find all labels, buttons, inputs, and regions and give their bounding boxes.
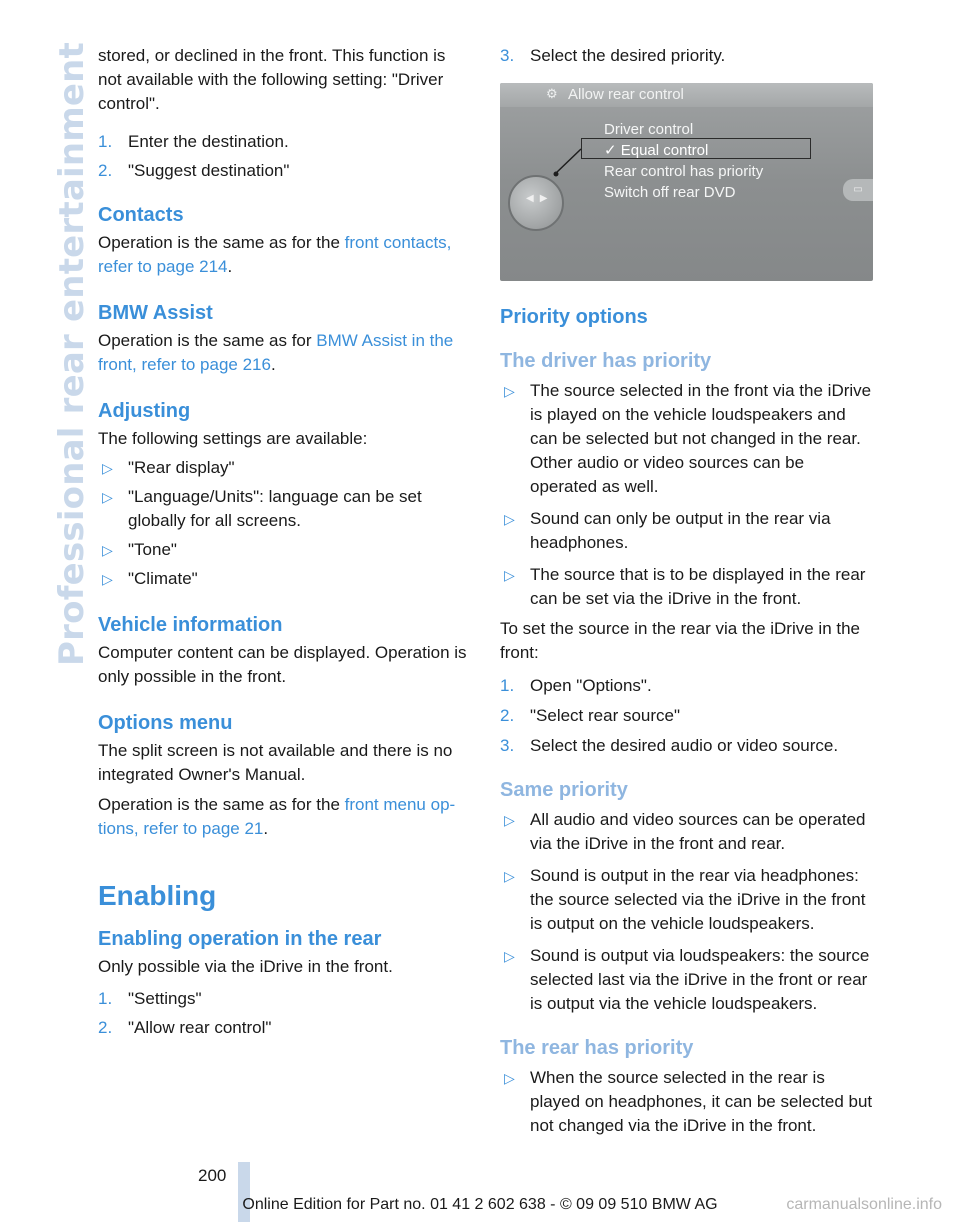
front-menu-options-link[interactable]: front menu options, refer to page 21 xyxy=(98,795,456,838)
step-item: 1. Open "Options". xyxy=(500,676,652,695)
list-item: ▷ When the source selected in the rear is played on headphones, it can be selected but not changed via the iDrive in the front. xyxy=(504,1068,873,1135)
rear-priority-heading: The rear has priority xyxy=(500,1037,694,1059)
step-item: 1. "Settings" xyxy=(98,989,202,1008)
step-item: 3. Select the desired priority. xyxy=(500,46,726,65)
menu-item-equal-control: ✓ Equal control xyxy=(604,142,709,159)
vehicle-information-paragraph: Computer content can be displayed. Operation is only possible in the front. xyxy=(98,643,467,686)
source-setting-paragraph: To set the source in the rear via the iDrive in the front: xyxy=(500,619,861,662)
adjusting-heading: Adjusting xyxy=(98,400,191,422)
list-item: ▷ Sound is output in the rear via headphones: the source selected via the iDrive in the front is output on the vehicle loudspeakers. xyxy=(504,866,866,933)
priority-options-heading: Priority options xyxy=(500,306,648,328)
bmw-assist-paragraph: Operation is the same as for BMW Assist in the front, refer to page 216. xyxy=(98,331,454,374)
options-menu-heading: Options menu xyxy=(98,712,233,734)
menu-item-switch-off-dvd: Switch off rear DVD xyxy=(604,184,736,201)
list-item: ▷ The source selected in the front via the iDrive is played on the vehicle loudspeakers and can be selected but not changed in the rear. Other audio or video sources can be operated as well. xyxy=(504,381,872,496)
step-item: 2. "Suggest destination" xyxy=(98,161,290,180)
list-item: ▷ All audio and video sources can be operated via the iDrive in the front and rear. xyxy=(504,810,866,853)
same-priority-heading: Same priority xyxy=(500,779,628,801)
step-item: 1. Enter the destination. xyxy=(98,132,289,151)
contacts-link[interactable]: front contacts, refer to page 214 xyxy=(98,233,452,276)
step-item: 3. Select the desired audio or video source. xyxy=(500,736,839,755)
list-item: ▷ Sound can only be output in the rear via headphones. xyxy=(504,509,831,552)
bmw-assist-link[interactable]: BMW Assist in the front, refer to page 216 xyxy=(98,331,454,374)
settings-icon: ⚙ xyxy=(546,86,558,101)
screen-menu xyxy=(604,119,763,203)
enabling-heading: Enabling xyxy=(98,880,217,911)
source-steps xyxy=(500,674,875,758)
menu-item-driver-control: Driver control xyxy=(604,121,694,138)
options-menu-reference: Operation is the same as for the front menu options, refer to page 21. xyxy=(98,795,456,838)
step-item: 2. "Allow rear control" xyxy=(98,1018,272,1037)
list-item: ▷ "Rear display" xyxy=(102,458,235,477)
step-item: 2. "Select rear source" xyxy=(500,706,681,725)
vehicle-information-heading: Vehicle information xyxy=(98,614,283,636)
contacts-heading: Contacts xyxy=(98,204,184,226)
priority-step xyxy=(500,44,875,68)
rear-priority-list xyxy=(500,1066,875,1138)
list-item: ▷ Sound is output via loudspeakers: the source selected last via the iDrive in the front or rear is output via the vehicle loudspeakers. xyxy=(504,946,870,1013)
idrive-screen-image xyxy=(500,83,873,281)
contacts-paragraph: Operation is the same as for the front contacts, refer to page 214. xyxy=(98,233,452,276)
driver-priority-heading: The driver has priority xyxy=(500,350,712,372)
enabling-steps xyxy=(98,987,473,1040)
screen-title: Allow rear control xyxy=(568,86,684,103)
page-number: 200 xyxy=(198,1166,227,1185)
adjusting-intro: The following settings are available: xyxy=(98,429,368,448)
options-menu-paragraph: The split screen is not available and there is no integrated Owner's Manual. xyxy=(98,741,453,784)
list-item: ▷ "Language/Units": language can be set globally for all screens. xyxy=(102,487,422,530)
list-item: ▷ "Tone" xyxy=(102,540,177,559)
side-button-icon: ▭ xyxy=(843,179,873,201)
same-priority-list xyxy=(500,808,875,1016)
watermark: carmanualsonline.info xyxy=(786,1196,942,1213)
right-column xyxy=(500,44,875,1138)
list-item: ▷ "Climate" xyxy=(102,569,198,588)
intro-paragraph: stored, or declined in the front. This function is not available with the following setting: "Driver control". xyxy=(98,46,446,113)
menu-item-rear-priority: Rear control has priority xyxy=(604,163,764,180)
bmw-assist-heading: BMW Assist xyxy=(98,302,213,324)
destination-steps xyxy=(98,130,473,183)
side-section-title: Professional rear entertainment xyxy=(52,42,92,666)
enabling-paragraph: Only possible via the iDrive in the front. xyxy=(98,957,393,976)
left-column xyxy=(98,44,473,1040)
knob-arrows-icon: ◀▶ xyxy=(526,193,554,204)
driver-priority-list xyxy=(500,379,875,611)
adjusting-list xyxy=(98,456,473,591)
list-item: ▷ The source that is to be displayed in the rear can be set via the iDrive in the front. xyxy=(504,565,866,608)
footer-edition-text: Online Edition for Part no. 01 41 2 602 638 - © 09 09 510 BMW AG xyxy=(242,1196,718,1213)
enabling-operation-heading: Enabling operation in the rear xyxy=(98,928,382,950)
